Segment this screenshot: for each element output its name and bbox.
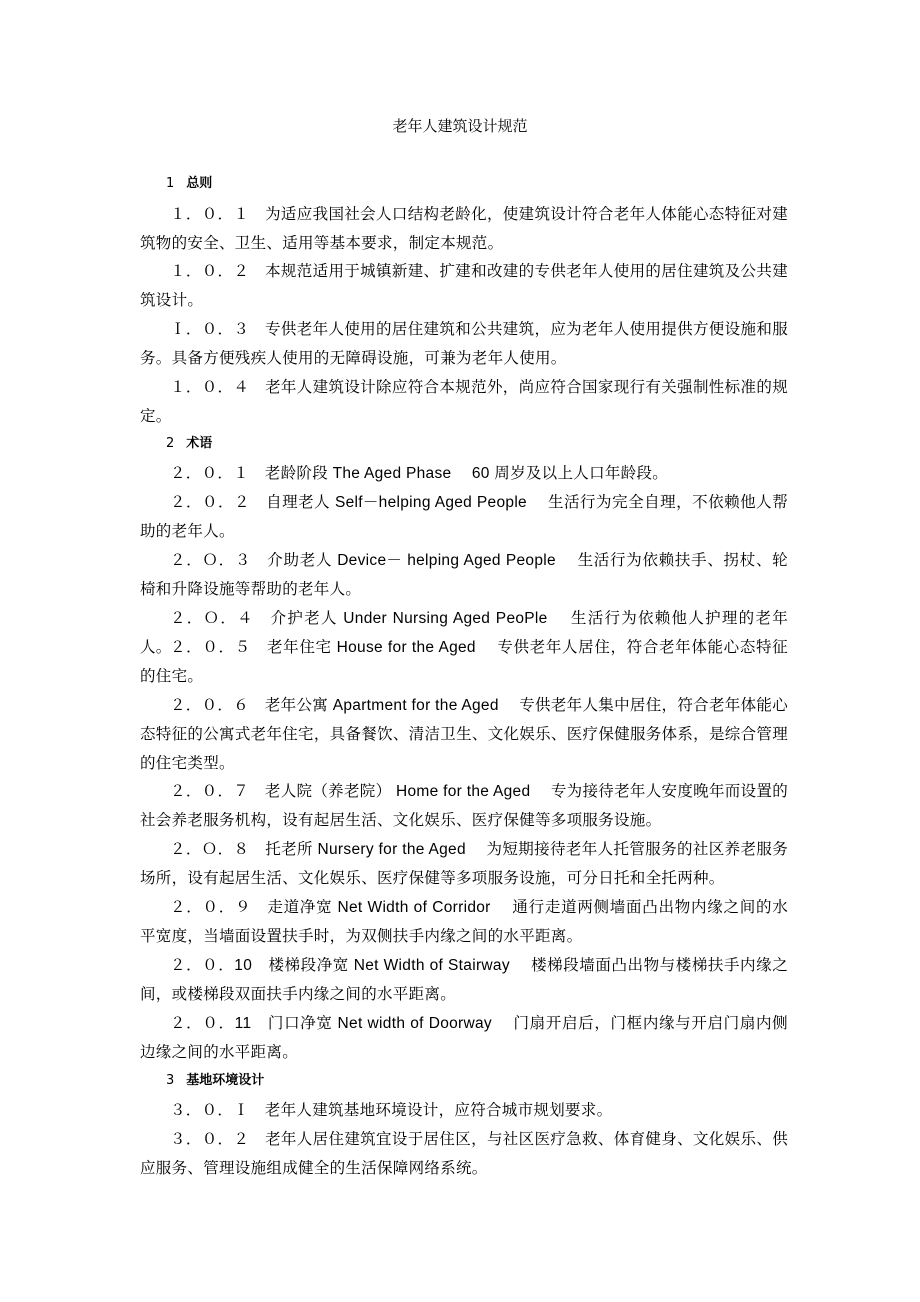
section-number: 3 (166, 1073, 175, 1088)
clause-3-0-2: ３．０．２ 老年人居住建筑宜设于居住区，与社区医疗急救、体育健身、文化娱乐、供应服务、管理设施组成健全的生活保障网络系统。 (140, 1130, 788, 1177)
clause-1-0-4: １．０．４ 老年人建筑设计除应符合本规范外，尚应符合国家现行有关强制性标准的规定。 (140, 378, 788, 425)
section-heading-2 (166, 434, 212, 454)
section-number: 2 (166, 436, 175, 451)
section-number: 1 (166, 176, 175, 191)
clause-2-0-11: ２．０．11 门口净宽 Net width of Doorway 门扇开启后，门框内缘与开启门扇内侧边缘之间的水平距离。 (140, 1015, 788, 1061)
clause-2-0-4: ２．Ｏ．４ 介护老人 Under Nursing Aged PeoPle 生活行为依赖他人护理的老年人。 (140, 610, 788, 656)
clause-1-0-3: Ｉ．０．３ 专供老年人使用的居住建筑和公共建筑，应为老年人使用提供方便设施和服务。具备方便残疾人使用的无障碍设施，可兼为老年人使用。 (140, 320, 788, 367)
clause-1-0-2: １．０．２ 本规范适用于城镇新建、扩建和改建的专供老年人使用的居住建筑及公共建筑设计。 (140, 262, 788, 309)
clause-2-0-10: ２．０．10 楼梯段净宽 Net Width of Stairway 楼梯段墙面凸出物与楼梯扶手内缘之间，或楼梯段双面扶手内缘之间的水平距离。 (140, 957, 788, 1003)
section-title: 术语 (186, 436, 213, 451)
clause-2-0-3: ２．Ｏ．３ 介助老人 Device－ helping Aged People 生活行为依赖扶手、拐杖、轮椅和升降设施等帮助的老年人。 (140, 552, 788, 598)
section-title: 总则 (186, 176, 213, 191)
section-heading-3 (166, 1071, 264, 1091)
clause-2-0-7: ２．０．７ 老人院（养老院） Home for the Aged 专为接待老年人安度晚年而设置的社会养老服务机构，设有起居生活、文化娱乐、医疗保健等多项服务设施。 (140, 783, 788, 829)
clause-2-0-9: ２．０．９ 走道净宽 Net Width of Corridor 通行走道两侧墙面凸出物内缘之间的水平宽度，当墙面设置扶手时，为双侧扶手内缘之间的水平距离。 (140, 899, 788, 945)
clause-3-0-1: ３．０．Ｉ 老年人建筑基地环境设计，应符合城市规划要求。 (170, 1101, 613, 1119)
clause-1-0-1: １．０．１ 为适应我国社会人口结构老龄化，使建筑设计符合老年人体能心态特征对建筑物的安全、卫生、适用等基本要求，制定本规范。 (140, 205, 788, 252)
clause-2-0-1: ２．０．１ 老龄阶段 The Aged Phase 60 周岁及以上人口年龄段。 (170, 465, 669, 482)
section-title: 基地环境设计 (186, 1073, 265, 1088)
clause-2-0-2: ２．０．２ 自理老人 Self－helping Aged People 生活行为完全自理，不依赖他人帮助的老年人。 (140, 494, 788, 540)
section-heading-1 (166, 174, 212, 194)
clause-2-0-8: ２．Ｏ．８ 托老所 Nursery for the Aged 为短期接待老年人托管服务的社区养老服务场所，设有起居生活、文化娱乐、医疗保健等多项服务设施，可分日托和全托两种。 (140, 841, 788, 887)
page-title: 老年人建筑设计规范 (392, 117, 528, 135)
clause-2-0-5: ２．０．５ 老年住宅 House for the Aged 专供老年人居住，符合老年体能心态特征的住宅。 (140, 639, 788, 685)
clause-2-0-6: ２．０．６ 老年公寓 Apartment for the Aged 专供老年人集中居住，符合老年体能心态特征的公寓式老年住宅，具备餐饮、清洁卫生、文化娱乐、医疗保健服务体系，是综合管理的住宅类型。 (140, 697, 788, 772)
